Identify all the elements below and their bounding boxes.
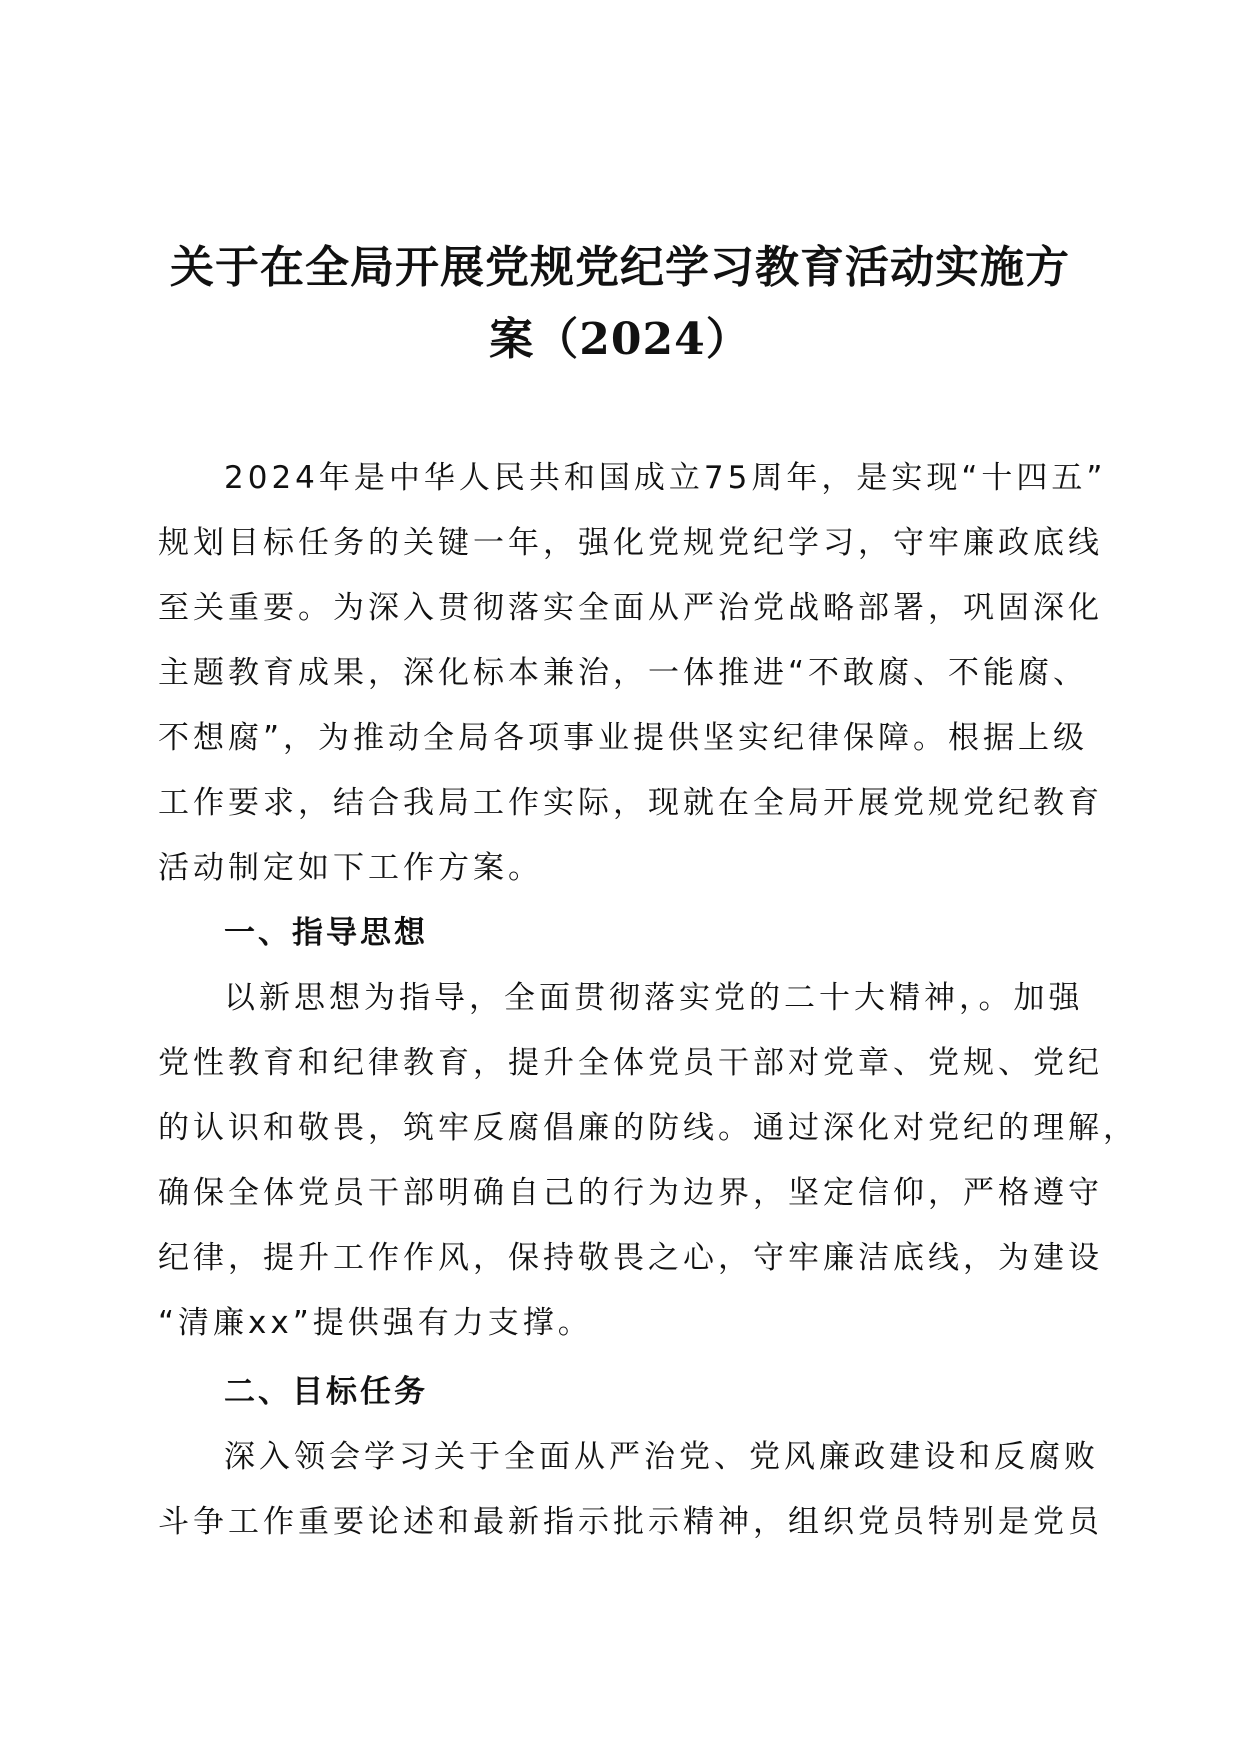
text-line: 至关重要。为深入贯彻落实全面从严治党战略部署，巩固深化 <box>158 590 1103 626</box>
text-line: 规划目标任务的关键一年，强化党规党纪学习，守牢廉政底线 <box>158 525 1103 561</box>
document-body <box>158 446 1138 1555</box>
text-line: 工作要求，结合我局工作实际，现就在全局开展党规党纪教育 <box>158 785 1103 821</box>
text-line: 活动制定如下工作方案。 <box>158 850 543 886</box>
title-line: 案（2024） <box>489 314 751 365</box>
text-line: 纪律，提升工作作风，保持敬畏之心，守牢廉洁底线，为建设 <box>158 1240 1103 1276</box>
section-heading-guiding-ideology: 一、指导思想 <box>224 915 428 951</box>
text-line: 深入领会学习关于全面从严治党、党风廉政建设和反腐败 <box>224 1439 1099 1475</box>
text-line: 主题教育成果，深化标本兼治，一体推进“不敢腐、不能腐、 <box>158 655 1089 691</box>
title-line: 关于在全局开展党规党纪学习教育活动实施方 <box>170 242 1070 293</box>
text-line: “清廉xx”提供强有力支撑。 <box>158 1305 593 1341</box>
document-title <box>140 232 1100 376</box>
text-line: 的认识和敬畏，筑牢反腐倡廉的防线。通过深化对党纪的理解， <box>158 1110 1138 1146</box>
text-line: 确保全体党员干部明确自己的行为边界，坚定信仰，严格遵守 <box>158 1175 1103 1211</box>
section-heading-goals: 二、目标任务 <box>224 1374 428 1410</box>
text-line: 以新思想为指导，全面贯彻落实党的二十大精神，。加强 <box>224 980 1084 1016</box>
text-line: 斗争工作重要论述和最新指示批示精神，组织党员特别是党员 <box>158 1504 1103 1540</box>
section1-paragraph <box>158 966 1138 1356</box>
text-line: 2024年是中华人民共和国成立75周年，是实现“十四五” <box>224 460 1107 496</box>
intro-paragraph <box>158 446 1107 901</box>
text-line: 党性教育和纪律教育，提升全体党员干部对党章、党规、党纪 <box>158 1045 1103 1081</box>
text-line: 不想腐”，为推动全局各项事业提供坚实纪律保障。根据上级 <box>158 720 1089 756</box>
section2-paragraph <box>158 1425 1103 1555</box>
